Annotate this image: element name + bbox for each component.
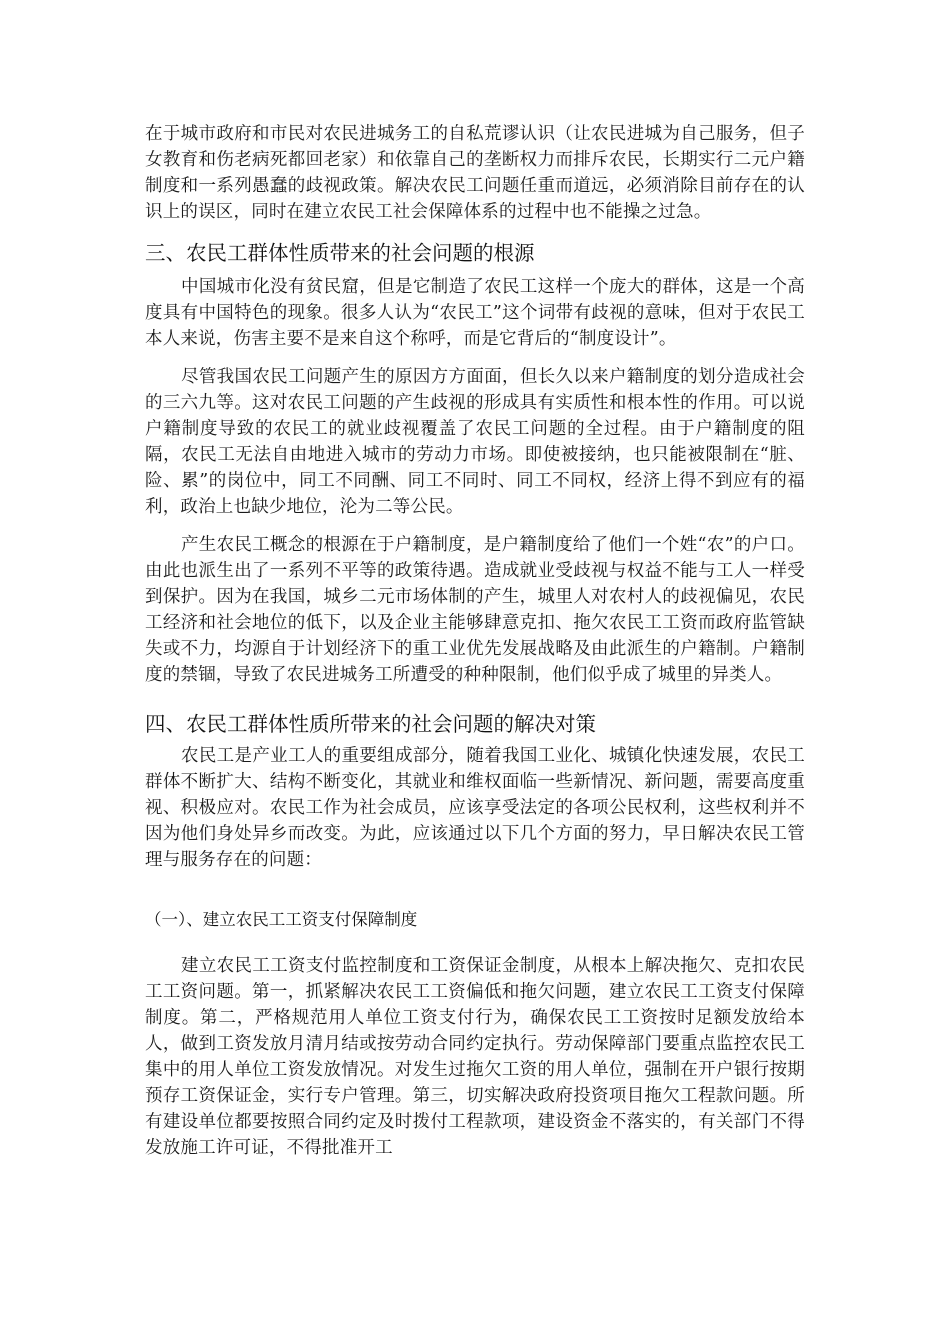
section-3-paragraph-3: 产生农民工概念的根源在于户籍制度，是户籍制度给了他们一个姓“农”的户口。由此也派生出了一系列不平等的政策待遇。造成就业受歧视与权益不能与工人一样受到保护。因为在我国，城乡二元市场体制的产生，城里人对农村人的歧视偏见，农民工经济和社会地位的低下，以及企业主能够肆意克扣、拖欠农民工工资而政府监管缺失或不力，均源自于计划经济下的重工业优先发展战略及由此派生的户籍制。户籍制度的禁锢，导致了农民进城务工所遭受的种种限制，他们似乎成了城里的异类人。 [145, 535, 805, 685]
subsection-1-paragraph: 建立农民工工资支付监控制度和工资保证金制度，从根本上解决拖欠、克扣农民工工资问题。第一，抓紧解决农民工工资偏低和拖欠问题，建立农民工工资支付保障制度。第二，严格规范用人单位工资支付行为，确保农民工工资按时足额发放给本人，做到工资发放月清月结或按劳动合同约定执行。劳动保障部门要重点监控农民工集中的用人单位工资发放情况。对发生过拖欠工资的用人单位，强制在开户银行按期预存工资保证金，实行专户管理。第三，切实解决政府投资项目拖欠工程款问题。所有建设单位都要按照合同约定及时拨付工程款项，建设资金不落实的，有关部门不得发放施工许可证，不得批准开工 [145, 956, 805, 1158]
section-4-heading: 四、农民工群体性质所带来的社会问题的解决对策 [145, 712, 596, 736]
section-3-heading: 三、农民工群体性质带来的社会问题的根源 [145, 241, 535, 265]
section-3-paragraph-2: 尽管我国农民工问题产生的原因方方面面，但长久以来户籍制度的划分造成社会的三六九等。这对农民工问题的产生歧视的形成具有实质性和根本性的作用。可以说户籍制度导致的农民工的就业歧视覆盖了农民工问题的全过程。由于户籍制度的阻隔，农民工无法自由地进入城市的劳动力市场。即使被接纳，也只能被限制在“脏、险、累”的岗位中，同工不同酬、同工不同时、同工不同权，经济上得不到应有的福利，政治上也缺少地位，沦为二等公民。 [145, 367, 805, 517]
section-3-paragraph-1: 中国城市化没有贫民窟，但是它制造了农民工这样一个庞大的群体，这是一个高度具有中国特色的现象。很多人认为“农民工”这个词带有歧视的意味，但对于农民工本人来说，伤害主要不是来自这个称呼，而是它背后的“制度设计”。 [145, 277, 805, 349]
subsection-1-heading: （一）、建立农民工工资支付保障制度 [145, 910, 418, 929]
document-body [145, 121, 805, 1161]
intro-paragraph: 在于城市政府和市民对农民进城务工的自私荒谬认识（让农民进城为自己服务，但子女教育和伤老病死都回老家）和依靠自己的垄断权力而排斥农民，长期实行二元户籍制度和一系列愚蠢的歧视政策。解决农民工问题任重而道远，必须消除目前存在的认识上的误区，同时在建立农民工社会保障体系的过程中也不能操之过急。 [145, 124, 805, 222]
section-4-paragraph-1: 农民工是产业工人的重要组成部分，随着我国工业化、城镇化快速发展，农民工群体不断扩大、结构不断变化，其就业和维权面临一些新情况、新问题，需要高度重视、积极应对。农民工作为社会成员，应该享受法定的各项公民权利，这些权利并不因为他们身处异乡而改变。为此，应该通过以下几个方面的努力，早日解决农民工管理与服务存在的问题： [145, 746, 805, 870]
